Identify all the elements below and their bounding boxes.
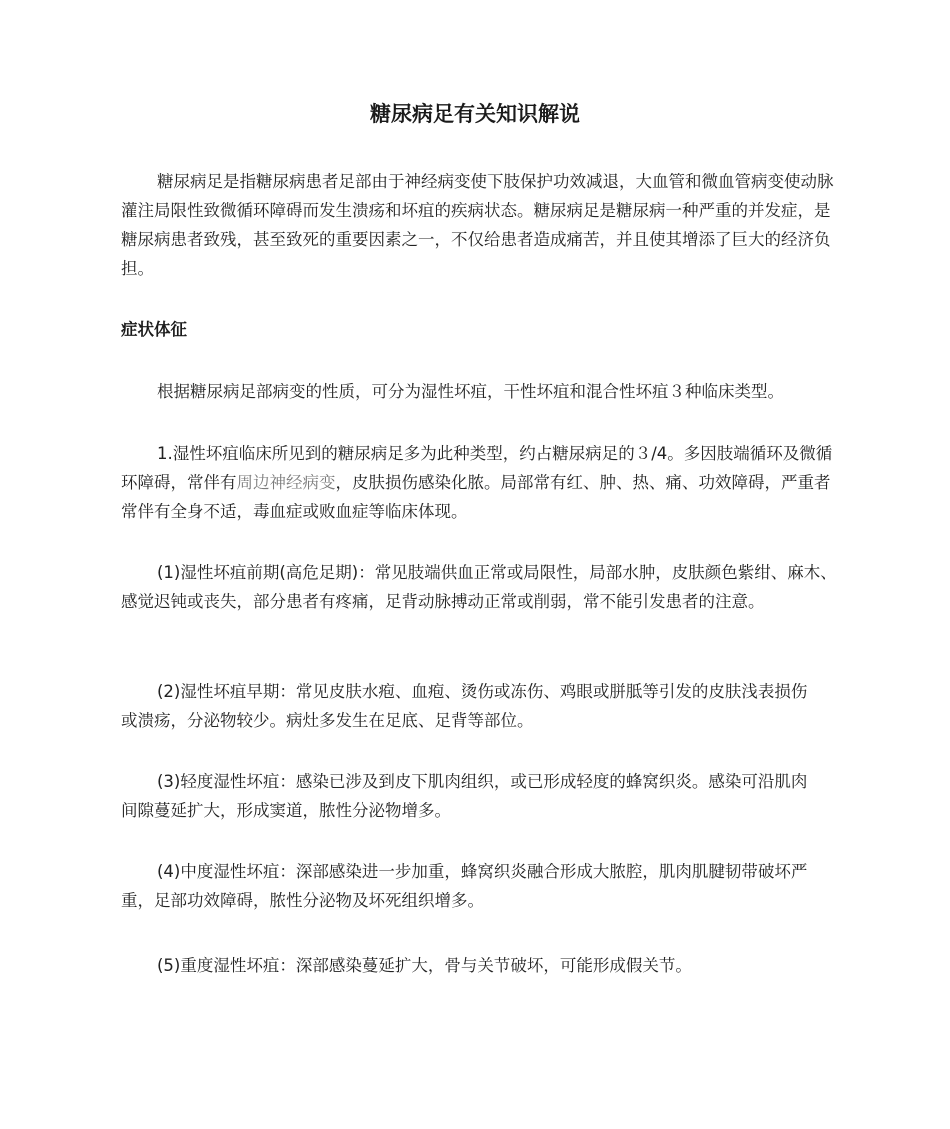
stage-paragraph-2: (2)湿性坏疽早期：常见皮肤水疱、血疱、烫伤或冻伤、鸡眼或胼胝等引发的皮肤浅表损伤或溃疡，分泌物较少。病灶多发生在足底、足背等部位。 (121, 682, 808, 730)
wet-gangrene-text-before: 1.湿性坏疽临床所见到的糖尿病足多为此种类型，约占糖尿病足的３/4。多因肢端循环及微循环障碍，常伴有 (121, 444, 833, 492)
classification-paragraph: 根据糖尿病足部病变的性质，可分为湿性坏疽，干性坏疽和混合性坏疽３种临床类型。 (157, 382, 784, 401)
stage-paragraph-4: (4)中度湿性坏疽：深部感染进一步加重，蜂窝织炎融合形成大脓腔，肌肉肌腱韧带破坏严重，足部功效障碍，脓性分泌物及坏死组织增多。 (121, 862, 808, 910)
section-heading: 症状体征 (121, 320, 187, 339)
stage-paragraph-1: (1)湿性坏疽前期(高危足期)：常见肢端供血正常或局限性，局部水肿，皮肤颜色紫绀、麻木、感觉迟钝或丧失，部分患者有疼痛，足背动脉搏动正常或削弱，常不能引发患者的注意。 (121, 563, 837, 611)
stage-paragraph-3: (3)轻度湿性坏疽：感染已涉及到皮下肌肉组织，或已形成轻度的蜂窝织炎。感染可沿肌肉间隙蔓延扩大，形成窦道，脓性分泌物增多。 (121, 772, 808, 820)
wet-gangrene-paragraph (121, 439, 841, 526)
wet-gangrene-text-after: ，皮肤损伤感染化脓。局部常有红、肿、热、痛、功效障碍，严重者常伴有全身不适，毒血症或败血症等临床体现。 (121, 473, 831, 521)
stage-paragraph-5: (5)重度湿性坏疽：深部感染蔓延扩大，骨与关节破坏，可能形成假关节。 (157, 956, 692, 975)
peripheral-neuropathy-link[interactable]: 周边神经病变 (236, 473, 336, 492)
document-title: 糖尿病足有关知识解说 (370, 102, 580, 126)
intro-paragraph: 糖尿病足是指糖尿病患者足部由于神经病变使下肢保护功效减退，大血管和微血管病变使动脉灌注局限性致微循环障碍而发生溃疡和坏疽的疾病状态。糖尿病足是糖尿病一种严重的并发症，是糖尿病患者致残，甚至致死的重要因素之一，不仅给患者造成痛苦，并且使其增添了巨大的经济负担。 (121, 172, 834, 278)
